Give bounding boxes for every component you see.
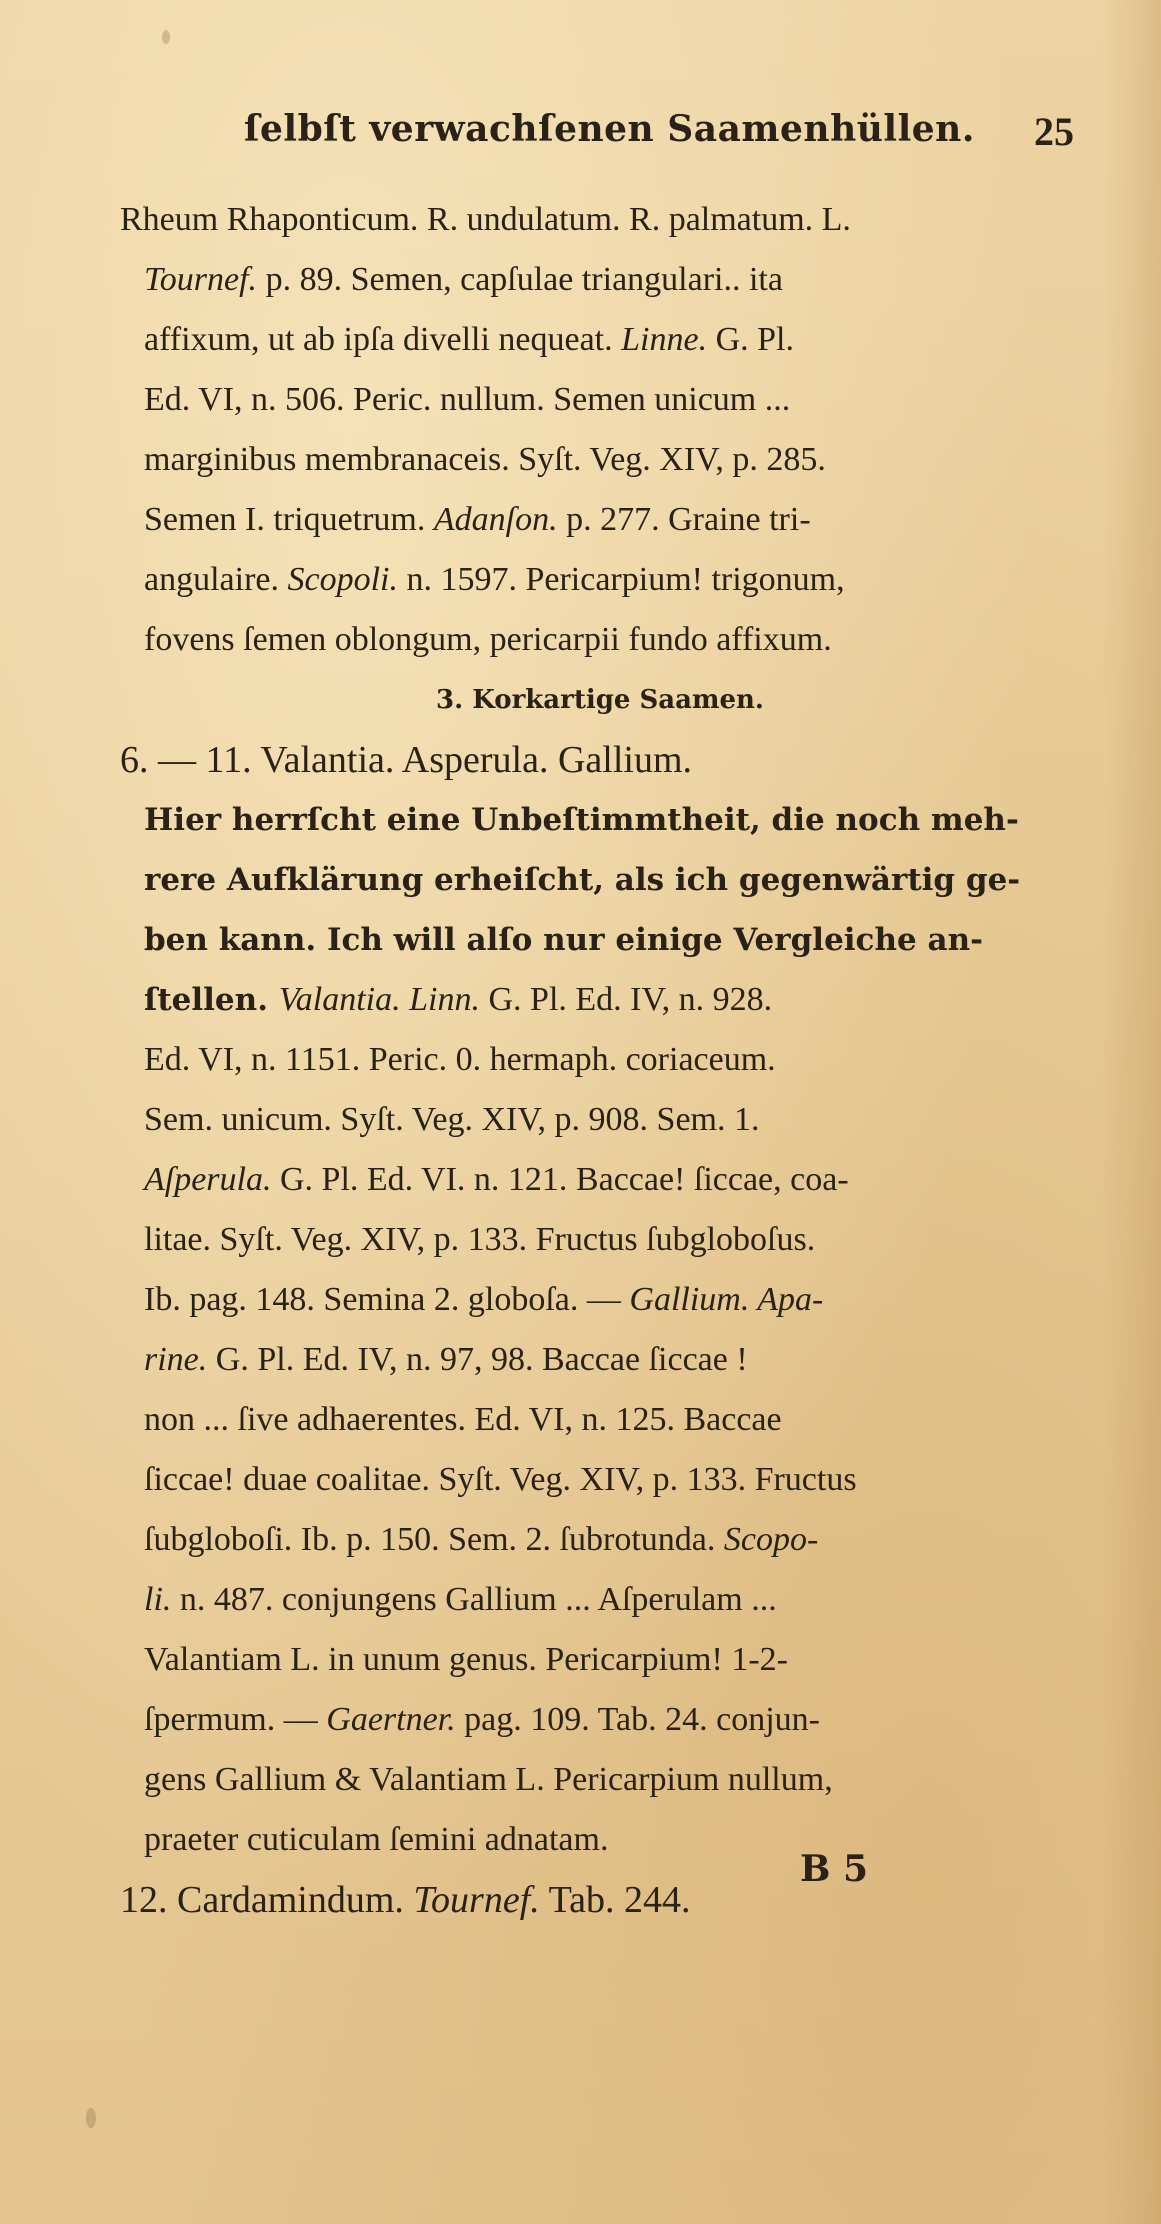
page-edge-shadow bbox=[1101, 0, 1161, 2224]
line-text: angulaire. bbox=[144, 561, 288, 598]
text-line bbox=[120, 1330, 1080, 1390]
italic-text: Tournef. bbox=[413, 1879, 540, 1921]
line-text: p. 89. Semen, capſulae triangulari.. ita bbox=[257, 261, 783, 298]
line-text: rere Aufklärung erheiſcht, als ich gegenwärtig ge- bbox=[144, 862, 1021, 898]
italic-text: Aſperula. bbox=[144, 1161, 272, 1198]
text-line bbox=[120, 370, 1080, 430]
line-text: gens Gallium & Valantiam L. Pericarpium nullum, bbox=[144, 1761, 833, 1798]
text-line bbox=[120, 1270, 1080, 1330]
line-text: Ed. VI, n. 1151. Peric. 0. hermaph. coriaceum. bbox=[144, 1041, 776, 1078]
italic-text: Gallium. Apa- bbox=[629, 1281, 824, 1318]
line-text: n. 487. conjungens Gallium ... Aſperulam ... bbox=[171, 1581, 777, 1618]
text-line bbox=[120, 1750, 1080, 1810]
text-line bbox=[120, 730, 1080, 790]
line-text: Ed. VI, n. 506. Peric. nullum. Semen unicum ... bbox=[144, 381, 791, 418]
line-text: Valantiam L. in unum genus. Pericarpium! 1-2- bbox=[144, 1641, 788, 1678]
line-text: Semen I. triquetrum. bbox=[144, 501, 434, 538]
line-text: Tab. 244. bbox=[539, 1879, 691, 1921]
line-text: Sem. unicum. Syſt. Veg. XIV, p. 908. Sem. 1. bbox=[144, 1101, 760, 1138]
italic-text: Valantia. Linn. bbox=[278, 981, 480, 1018]
page-number: 25 bbox=[1034, 109, 1074, 154]
text-line bbox=[120, 310, 1080, 370]
italic-text: Linne. bbox=[621, 321, 708, 358]
line-text: G. Pl. Ed. IV, n. 928. bbox=[479, 981, 773, 1018]
line-text: n. 1597. Pericarpium! trigonum, bbox=[397, 561, 845, 598]
page-header bbox=[244, 108, 1074, 168]
text-line bbox=[120, 1630, 1080, 1690]
line-text: pag. 109. Tab. 24. conjun- bbox=[455, 1701, 820, 1738]
line-text: G. Pl. bbox=[707, 321, 795, 358]
text-line bbox=[120, 1690, 1080, 1750]
catchword-signature: B 5 bbox=[800, 1848, 869, 1890]
line-text: Rheum Rhaponticum. R. undulatum. R. palmatum. L. bbox=[120, 201, 851, 238]
italic-text: Adanſon. bbox=[433, 501, 558, 538]
text-line bbox=[120, 610, 1080, 670]
line-text: 12. Cardamindum. bbox=[120, 1879, 414, 1921]
line-text: p. 277. Graine tri- bbox=[557, 501, 811, 538]
italic-text: Gaertner. bbox=[326, 1701, 456, 1738]
italic-text: li. bbox=[144, 1581, 172, 1618]
line-text: 3. Korkartige Saamen. bbox=[436, 685, 764, 715]
text-line bbox=[120, 1870, 1080, 1930]
text-line bbox=[120, 1510, 1080, 1570]
line-text: 6. — 11. Valantia. Asperula. Gallium. bbox=[120, 739, 693, 781]
text-line bbox=[120, 970, 1080, 1030]
text-line bbox=[120, 1390, 1080, 1450]
text-line bbox=[120, 910, 1080, 970]
italic-text: Scopo- bbox=[723, 1521, 819, 1558]
text-line bbox=[120, 850, 1080, 910]
text-line bbox=[120, 550, 1080, 610]
text-line bbox=[120, 790, 1080, 850]
ink-speck bbox=[162, 30, 170, 44]
text-line bbox=[120, 1150, 1080, 1210]
text-line bbox=[120, 430, 1080, 490]
line-text: litae. Syſt. Veg. XIV, p. 133. Fructus ſubgloboſus. bbox=[144, 1221, 816, 1258]
text-line bbox=[120, 1210, 1080, 1270]
line-text: affixum, ut ab ipſa divelli nequeat. bbox=[144, 321, 622, 358]
text-line bbox=[120, 670, 1080, 730]
body-text bbox=[120, 190, 1080, 1930]
text-line bbox=[120, 250, 1080, 310]
line-text: non ... ſive adhaerentes. Ed. VI, n. 125. Baccae bbox=[144, 1401, 782, 1438]
text-line bbox=[120, 1090, 1080, 1150]
line-text: G. Pl. Ed. IV, n. 97, 98. Baccae ſiccae ! bbox=[207, 1341, 748, 1378]
line-text: ſiccae! duae coalitae. Syſt. Veg. XIV, p. 133. Fructus bbox=[144, 1461, 857, 1498]
text-line bbox=[120, 1570, 1080, 1630]
text-line bbox=[120, 1450, 1080, 1510]
text-line bbox=[120, 190, 1080, 250]
line-text: ſubgloboſi. Ib. p. 150. Sem. 2. ſubrotunda. bbox=[144, 1521, 724, 1558]
italic-text: Scopoli. bbox=[287, 561, 398, 598]
text-line bbox=[120, 1810, 1080, 1870]
line-text: praeter cuticulam ſemini adnatam. bbox=[144, 1821, 609, 1858]
line-text: ſpermum. — bbox=[144, 1701, 327, 1738]
line-text: Ib. pag. 148. Semina 2. globoſa. — bbox=[144, 1281, 630, 1318]
running-title: ſelbſt verwachſenen Saamenhüllen. bbox=[244, 108, 975, 150]
line-text: ſtellen. bbox=[144, 982, 279, 1018]
line-text: G. Pl. Ed. VI. n. 121. Baccae! ſiccae, coa- bbox=[271, 1161, 849, 1198]
line-text: Hier herrſcht eine Unbeſtimmtheit, die noch meh- bbox=[144, 802, 1019, 838]
ink-speck bbox=[86, 2108, 96, 2128]
text-line bbox=[120, 490, 1080, 550]
line-text: fovens ſemen oblongum, pericarpii fundo affixum. bbox=[144, 621, 832, 658]
text-line bbox=[120, 1030, 1080, 1090]
line-text: ben kann. Ich will alſo nur einige Vergleiche an- bbox=[144, 922, 983, 958]
italic-text: rine. bbox=[144, 1341, 208, 1378]
line-text: marginibus membranaceis. Syſt. Veg. XIV, p. 285. bbox=[144, 441, 826, 478]
italic-text: Tournef. bbox=[144, 261, 258, 298]
